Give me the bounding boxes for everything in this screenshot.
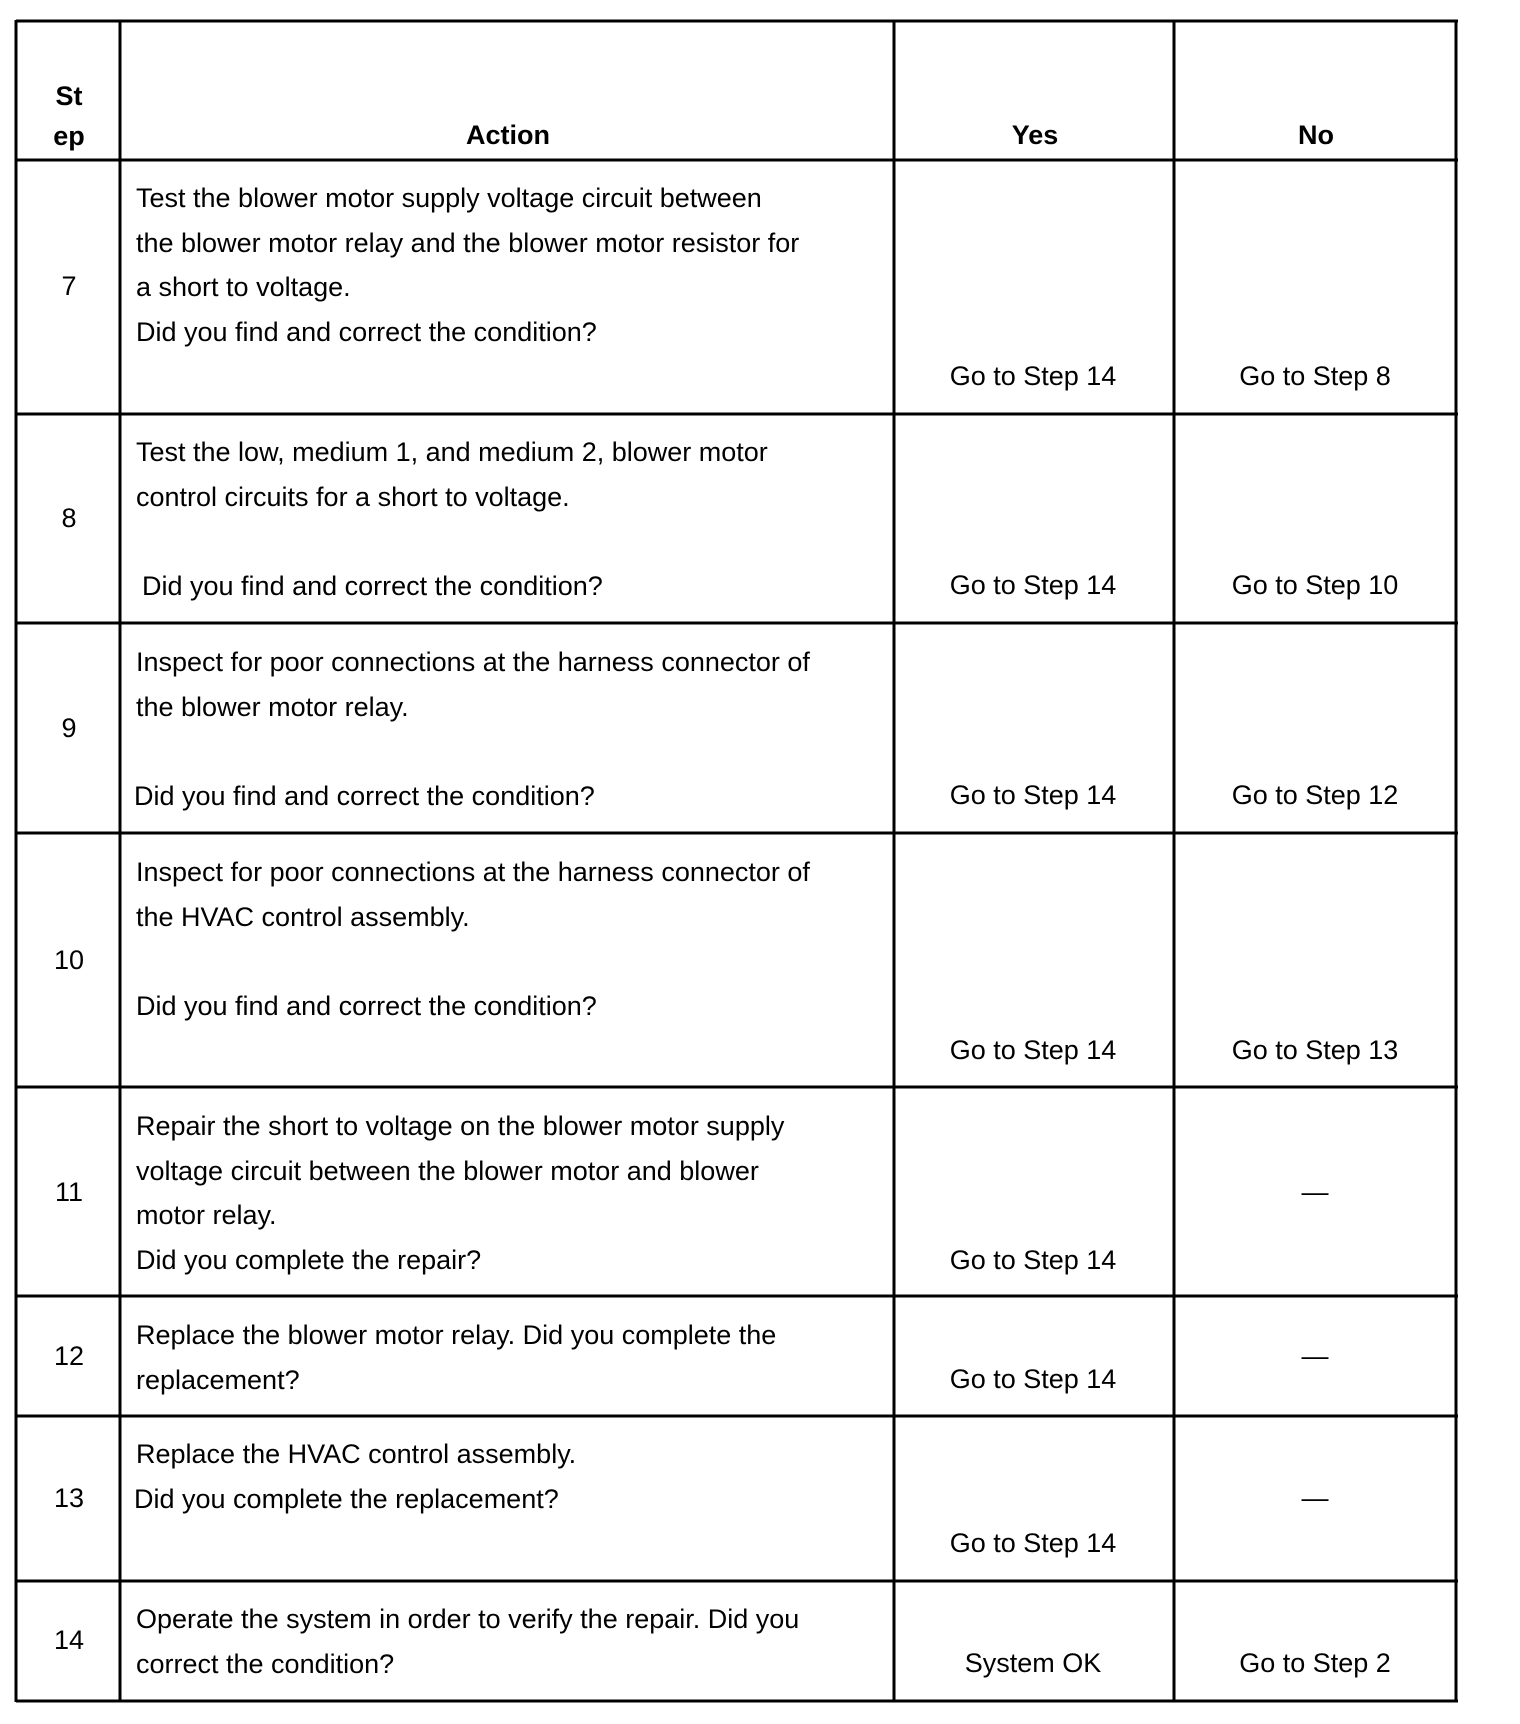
- no-result: Go to Step 8: [1239, 361, 1391, 391]
- action-line: [136, 729, 810, 774]
- header-no: No: [1298, 120, 1334, 150]
- action-line: Inspect for poor connections at the harness connector of: [136, 647, 810, 677]
- header-step: [18, 76, 120, 156]
- action-line: [136, 939, 810, 984]
- action-line: Repair the short to voltage on the blower motor supply: [136, 1111, 785, 1141]
- step-number: 7: [61, 271, 77, 301]
- yes-result: System OK: [964, 1648, 1102, 1678]
- no-result: Go to Step 2: [1239, 1648, 1391, 1678]
- action-line: Inspect for poor connections at the harness connector of: [136, 857, 810, 887]
- step-number: 14: [53, 1625, 85, 1655]
- yes-result: Go to Step 14: [949, 570, 1117, 600]
- action-line: Did you complete the replacement?: [134, 1483, 559, 1514]
- action-line: Did you complete the repair?: [136, 1244, 482, 1275]
- action-line: Did you find and correct the condition?: [142, 570, 603, 601]
- yes-result: Go to Step 14: [949, 1035, 1117, 1065]
- no-result: Go to Step 13: [1231, 1035, 1399, 1065]
- action-line: control circuits for a short to voltage.: [136, 481, 570, 512]
- action-line: the blower motor relay and the blower motor resistor for: [136, 227, 800, 258]
- action-line: Replace the blower motor relay. Did you complete the: [136, 1320, 777, 1350]
- action-line: motor relay.: [136, 1200, 277, 1230]
- header-action: Action: [466, 120, 550, 150]
- yes-result: Go to Step 14: [949, 780, 1117, 810]
- no-result: —: [1301, 1341, 1329, 1371]
- action-line: Did you find and correct the condition?: [136, 316, 597, 347]
- yes-result: Go to Step 14: [949, 361, 1117, 391]
- step-number: 9: [61, 713, 77, 743]
- action-line: replacement?: [136, 1364, 300, 1395]
- step-number: 10: [53, 945, 85, 975]
- no-result: —: [1301, 1483, 1329, 1513]
- action-line: voltage circuit between the blower motor and blower: [136, 1155, 759, 1186]
- step-number: 8: [61, 503, 77, 533]
- action-text: [136, 1597, 799, 1686]
- action-text: [136, 1432, 576, 1521]
- action-line: a short to voltage.: [136, 272, 351, 302]
- header-yes: Yes: [1011, 120, 1059, 150]
- action-line: the HVAC control assembly.: [136, 901, 470, 932]
- step-number: 12: [53, 1341, 85, 1371]
- action-text: [136, 430, 768, 608]
- action-line: Test the low, medium 1, and medium 2, blower motor: [136, 437, 768, 467]
- action-text: [136, 1313, 776, 1402]
- action-line: Test the blower motor supply voltage circuit between: [136, 183, 762, 213]
- yes-result: Go to Step 14: [949, 1364, 1117, 1394]
- action-text: [136, 176, 799, 354]
- action-text: [136, 1104, 784, 1282]
- step-number: 11: [54, 1177, 84, 1207]
- no-result: Go to Step 12: [1231, 780, 1399, 810]
- action-text: [136, 640, 810, 818]
- no-result: —: [1301, 1177, 1329, 1207]
- yes-result: Go to Step 14: [949, 1528, 1117, 1558]
- action-line: the blower motor relay.: [136, 691, 409, 722]
- yes-result: Go to Step 14: [949, 1245, 1117, 1275]
- action-line: Did you find and correct the condition?: [136, 990, 597, 1021]
- action-text: [136, 850, 810, 1028]
- action-line: Operate the system in order to verify the repair. Did you: [136, 1604, 800, 1634]
- action-line: [136, 519, 768, 564]
- step-number: 13: [53, 1483, 85, 1513]
- action-line: Replace the HVAC control assembly.: [136, 1439, 577, 1469]
- action-line: correct the condition?: [136, 1648, 395, 1679]
- action-line: Did you find and correct the condition?: [134, 780, 595, 811]
- header-step-label: St ep: [53, 81, 85, 151]
- no-result: Go to Step 10: [1231, 570, 1399, 600]
